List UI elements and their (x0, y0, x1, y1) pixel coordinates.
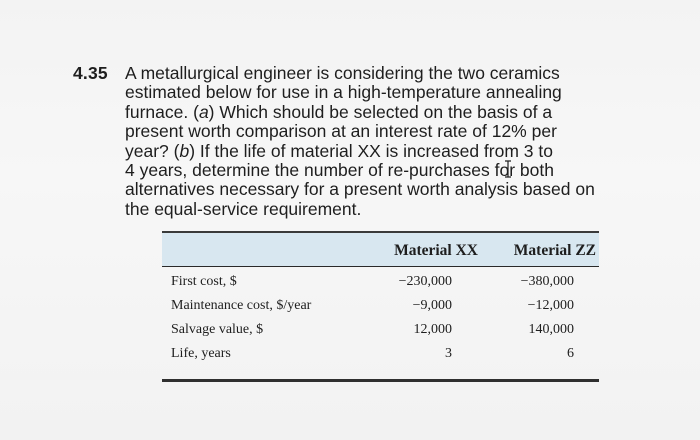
column-header-material-zz: Material ZZ (513, 242, 596, 259)
part-b-marker: b (179, 140, 190, 161)
table-bottom-rule (162, 379, 599, 382)
cell-material-xx: 12,000 (413, 322, 452, 337)
materials-table (162, 231, 599, 382)
problem-line-5 (125, 142, 685, 161)
row-label: Salvage value, $ (171, 322, 264, 337)
table-row-maintenance-cost (162, 294, 599, 318)
table-header (162, 233, 599, 267)
problem-line-2: estimated below for use in a high-temperature annealing (125, 82, 562, 103)
problem-line-3 (125, 103, 685, 122)
problem-line-5-end: ) If the life of material XX is increased from 3 to (189, 140, 553, 161)
table-row-first-cost (162, 270, 599, 294)
cell-material-zz: −12,000 (527, 298, 574, 313)
problem-number: 4.35 (73, 63, 108, 83)
problem-line-6: 4 years, determine the number of re-purchases for both (125, 160, 554, 181)
table-body (162, 267, 599, 379)
table-row-life (162, 342, 599, 366)
column-header-material-xx: Material XX (394, 242, 478, 259)
row-label: First cost, $ (171, 274, 237, 289)
cell-material-xx: −230,000 (398, 274, 452, 289)
cell-material-xx: −9,000 (412, 298, 452, 313)
cell-material-zz: −380,000 (520, 274, 574, 289)
text-cursor-icon (504, 160, 512, 178)
cell-material-zz: 140,000 (528, 322, 574, 337)
problem-line-3-start: furnace. ( (125, 101, 199, 122)
cell-material-zz: 6 (567, 346, 574, 361)
problem-line-1: A metallurgical engineer is considering the two ceramics (125, 63, 560, 83)
problem-statement (125, 64, 685, 219)
problem-line-4: present worth comparison at an interest rate of 12% per (125, 121, 557, 142)
row-label: Maintenance cost, $/year (171, 298, 312, 313)
row-label: Life, years (171, 346, 231, 361)
part-a-marker: a (198, 101, 209, 122)
problem-line-5-start: year? ( (125, 140, 180, 161)
problem-line-8: the equal-service requirement. (125, 198, 362, 219)
problem-line-3-end: ) Which should be selected on the basis of a (208, 101, 553, 122)
problem-line-7: alternatives necessary for a present worth analysis based on (125, 179, 595, 200)
table-row-salvage-value (162, 318, 599, 342)
cell-material-xx: 3 (445, 346, 452, 361)
